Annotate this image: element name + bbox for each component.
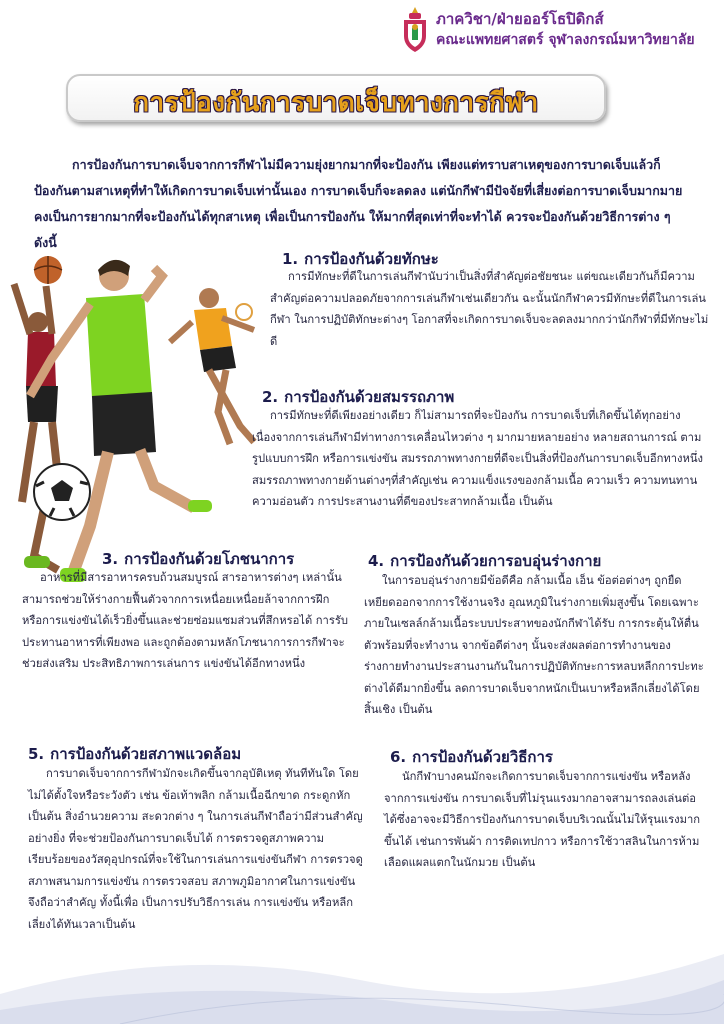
section-6-body: นักกีฬาบางคนมักจะเกิดการบาดเจ็บจากการแข่งขัน หรือหลังจากการแข่งขัน การบาดเจ็บที่ไม่รุนแรงมากอาจสามารถลงเล่นต่อได้ซึ่งอาจจะมีวิธีการป้องกันการบาดเจ็บบริเวณนั้นไม่ให้รุนแรงมากขึ้นได้ เช่นการพันผ้า การติดเทปกาว หรือการใช้วาสลินในการห้ามเลือดแผลแตกในนักมวย เป็นต้น (384, 770, 701, 869)
page-header (392, 4, 724, 54)
section-number: 5. (28, 745, 45, 763)
section-heading: การป้องกันด้วยสมรรถภาพ (284, 388, 455, 406)
section-heading: การป้องกันด้วยการอบอุ่นร่างกาย (390, 552, 602, 570)
section-1-body: การมีทักษะที่ดีในการเล่นกีฬานับว่าเป็นสิ่งที่สำคัญต่อชัยชนะ แต่ขณะเดียวกันก็มีความสำคัญต่อความปลอดภัยจากการเล่นกีฬาเช่นเดียวกัน ฉะนั้นนักกีฬาควรมีทักษะที่ดีในการเล่นกีฬา ในการปฏิบัติทักษะต่างๆ โอกาสที่จะเกิดการบาดเจ็บจะลดลงมากกว่านักกีฬาที่มีทักษะไม่ดี (270, 270, 709, 348)
section-number: 3. (102, 550, 119, 568)
faculty-name: คณะแพทยศาสตร์ จุฬาลงกรณ์มหาวิทยาลัย (436, 32, 695, 48)
department-name: ภาควิชา/ฝ่ายออร์โธปิดิกส์ (436, 10, 604, 28)
section-number: 4. (368, 552, 385, 570)
section-number: 1. (282, 250, 299, 268)
section-2-body: การมีทักษะที่ดีเพียงอย่างเดียว ก็ไม่สามารถที่จะป้องกัน การบาดเจ็บที่เกิดขึ้นได้ทุกอย่าง เนื่องจากการเล่นกีฬามีท่าทางการเคลื่อนไหวต่าง ๆ มากมายหลายอย่าง หลายสถานการณ์ ตามรูปแบบการฝึก หรือการแข่งขัน สมรรถภาพทางกายที่ดีจะเป็นสิ่งที่ป้องกันการบาดเจ็บอีกทางหนึ่ง สมรรถภาพทางกายด้านต่างๆที่สำคัญเช่น ความแข็งแรงของกล้ามเนื้อ ความเร็ว ความทนทาน ความอ่อนตัว การประสานงานที่ดีของประสาทกล้ามเนื้อ เป็นต้น (252, 409, 704, 508)
section-number: 6. (390, 748, 407, 766)
intro-paragraph: การป้องกันการบาดเจ็บจากการกีฬาไม่มีความยุ่งยากมากที่จะป้องกัน เพียงแต่ทราบสาเหตุของการบาดเจ็บแล้วก็ป้องกันตามสาเหตุที่ทำให้เกิดการบาดเจ็บเท่านั้นเอง การบาดเจ็บก็จะลดลง แต่นักกีฬามีปัจจัยที่เสี่ยงต่อการบาดเจ็บมากมาย คงเป็นการยากมากที่จะป้องกันได้ทุกสาเหตุ เพื่อเป็นการป้องกัน ให้มากที่สุดเท่าที่จะทำได้ ควรจะป้องกันด้วยวิธีการต่าง ๆ ดังนี้ (34, 157, 683, 250)
section-5-body: การบาดเจ็บจากการกีฬามักจะเกิดขึ้นจากอุบัติเหตุ ทันทีทันใด โดยไม่ได้ตั้งใจหรือระวังตัว เช่น ข้อเท้าพลิก กล้ามเนื้อฉีกขาด กระดูกหัก เป็นต้น สิ่งอำนวยความ สะดวกต่าง ๆ ในการเล่นกีฬาถือว่ามีส่วนสำคัญอย่างยิ่ง ที่จะช่วยป้องกันการบาดเจ็บได้ การตรวจดูสภาพความเรียบร้อยของวัสดุอุปกรณ์ที่จะใช้ในการเล่นการแข่งขันกีฬา การตรวจดูสภาพสนามการแข่งขัน การตรวจสอบ สภาพภูมิอากาศในการแข่งขัน จึงถือว่าสำคัญ ทั้งนี้เพื่อ เป็นการปรับวิธีการเล่น การแข่งขัน หรือหลีกเลี่ยงได้ทันเวลาเป็นต้น (28, 767, 363, 931)
university-crest-icon (400, 6, 430, 54)
section-heading: การป้องกันด้วยสภาพแวดล้อม (50, 745, 242, 763)
section-4-body: ในการอบอุ่นร่างกายมีข้อดีคือ กล้ามเนื้อ เอ็น ข้อต่อต่างๆ ถูกยืดเหยียดออกจากการใช้งานจริง อุณหภูมิในร่างกายเพิ่มสูงขึ้น โดยเฉพาะภายในเซลล์กล้ามเนื้อระบบประสาทของนักกีฬาได้รับ การกระตุ้นให้ตื่นตัวพร้อมที่จะทำงาน จากข้อดีต่างๆ นั้นจะส่งผลต่อการทำงานของร่างกายทำงานประสานงานกันในการปฏิบัติทักษะการหลบหลีกการปะทะต่างได้ดีมากยิ่งขึ้น ลดการบาดเจ็บจากหนักเป็นเบาหรือหลีกเลี่ยงได้โดยสิ้นเชิง เป็นต้น (364, 574, 704, 716)
section-heading: การป้องกันด้วยทักษะ (304, 250, 439, 268)
section-heading: การป้องกันด้วยวิธีการ (412, 748, 553, 766)
decorative-wave (0, 884, 724, 1024)
title-banner (66, 74, 606, 122)
section-number: 2. (262, 388, 279, 406)
page-title: การป้องกันการบาดเจ็บทางการกีฬา (133, 88, 539, 118)
section-3-body: อาหารที่มีสารอาหารครบถ้วนสมบูรณ์ สารอาหารต่างๆ เหล่านั้นสามารถช่วยให้ร่างกายฟื้นตัวจากการเหนื่อยเหนื่อยล้าจากการฝึก หรือการแข่งขันได้เร็วยิ่งขึ้นและช่วยซ่อมแซมส่วนที่สึกหรอได้ การรับประทานอาหารที่เพียงพอ และถูกต้องตามหลักโภชนาการการกีฬาจะช่วยส่งเสริม ประสิทธิภาพการเล่นการ แข่งขันได้อีกทางหนึ่ง (22, 571, 348, 670)
section-heading: การป้องกันด้วยโภชนาการ (124, 550, 295, 568)
